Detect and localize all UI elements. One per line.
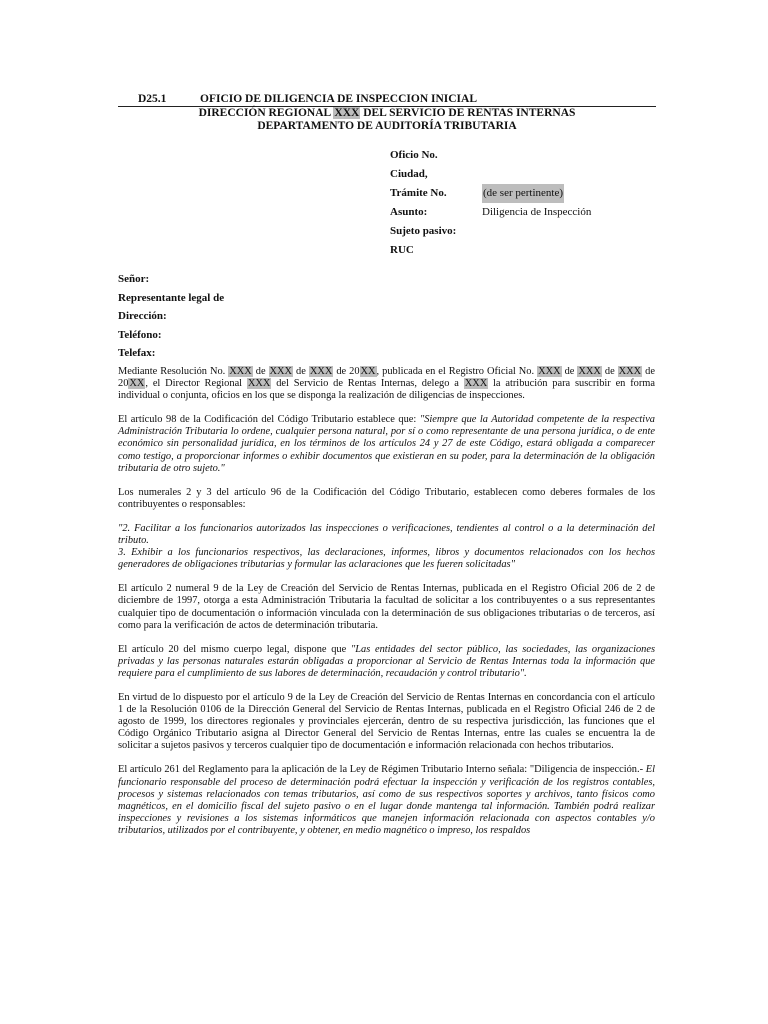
ciudad-row [390, 165, 591, 184]
asunto-value: Diligencia de Inspección [482, 206, 592, 218]
paragraph-article-20: El artículo 20 del mismo cuerpo legal, dispone que "Las entidades del sector público, las sociedades, las organizaciones privadas y las personas naturales estarán obligadas a proporcionar al Servicio de Rentas Internas toda la información que requiere para el cumplimiento de sus labores de determinación, recaudación y control tributario". [118, 643, 655, 679]
reference-block [390, 146, 591, 260]
placeholder-highlight: XXX [538, 366, 561, 377]
quote-numerals [118, 523, 655, 571]
representante-label: Representante legal de [118, 291, 225, 304]
senor-label: Señor: [118, 273, 150, 285]
sujeto-row [390, 222, 591, 241]
placeholder-highlight: XXX [578, 366, 601, 377]
tramite-label: Trámite No. [390, 187, 447, 199]
placeholder-highlight: XX [360, 366, 376, 377]
recipient-block [118, 270, 224, 363]
placeholder-highlight: XXX [334, 107, 360, 119]
placeholder-highlight: XXX [618, 366, 642, 377]
sujeto-label: Sujeto pasivo: [390, 225, 457, 237]
department-title: DEPARTAMENTO DE AUDITORÍA TRIBUTARIA [257, 120, 517, 132]
quote-article-20: "Las entidades del sector público, las sociedades, las organizaciones privadas y las personas naturales estarán obligadas a proporcionar al Servicio de Rentas Internas toda la información que requiere para el cumplimiento de sus labores de determinación, recaudación y control tributario". [118, 643, 655, 679]
ruc-row [390, 241, 591, 260]
document-body [118, 366, 655, 849]
oficio-label: Oficio No. [390, 149, 438, 161]
placeholder-highlight: XX [129, 378, 145, 390]
telefono-label: Teléfono: [118, 328, 162, 341]
form-title: OFICIO DE DILIGENCIA DE INSPECCION INICIAL [200, 93, 478, 105]
asunto-label: Asunto: [390, 206, 428, 218]
placeholder-highlight: XXX [229, 366, 252, 377]
paragraph-article-98: El artículo 98 de la Codificación del Código Tributario establece que: "Siempre que la Autoridad competente de la respectiva Administración Tributaria lo ordene, cualquier persona natural, por sí o como representante de una persona jurídica, o de ente económico sin personalidad jurídica, en los términos de los artículos 24 y 27 de este Código, estará obligada a comparecer como testigo, a proporcionar informes o exhibir documentos que existieran en su poder, para la determinación de la obligación tributaria de otro sujeto." [118, 414, 656, 474]
header-rule-row [118, 92, 656, 107]
placeholder-highlight: XXX [309, 366, 333, 377]
oficio-row [390, 146, 591, 165]
tramite-value: (de ser pertinente) [482, 184, 564, 203]
ciudad-label: Ciudad, [390, 168, 428, 180]
document-header [118, 92, 656, 133]
placeholder-highlight: XXX [247, 378, 271, 390]
tramite-row [390, 184, 591, 203]
quote-article-261: El funcionario responsable del proceso de determinación podrá efectuar la inspección y verificación de los registros contables, procesos y sistemas relacionados con temas tributarios, así como de sus respectivos soportes y archivos, tanto físicos como magnéticos, en el domicilio fiscal del sujeto pasivo o en el lugar donde mantenga tal información. También podrá realizar inspecciones y revisiones a los sistemas informáticos que manejen información relacionada con aspectos contables y/o tributarios, utilizados por el contribuyente, y obtener, en medio magnético o impreso, los respaldos [118, 764, 655, 836]
paragraph-article-96: Los numerales 2 y 3 del artículo 96 de la Codificación del Código Tributario, establecen como deberes formales de los contribuyentes o responsables: [118, 486, 655, 510]
telefax-label: Telefax: [118, 347, 156, 359]
asunto-row [390, 203, 591, 222]
quote-numeral-2: "2. Facilitar a los funcionarios autorizados las inspecciones o verificaciones, tendientes al control o a la determinación del tributo. [118, 522, 655, 547]
paragraph-article-9: En virtud de lo dispuesto por el artículo 9 de la Ley de Creación del Servicio de Rentas Internas en concordancia con el artículo 1 de la Resolución 0106 de la Dirección General del Servicio de Rentas Internas, publicada en el Registro Oficial 246 de 2 de agosto de 1999, los directores regionales y provinciales ejercerán, dentro de su respectiva jurisdicción, las funciones que el Código Orgánico Tributario asigna al Director General del Servicio de Rentas Internas, entre las cuales se encuentra la de solicitar a sujetos pasivos y terceros cualquier tipo de documentación e información relacionada con hechos tributarios. [118, 691, 655, 752]
quote-numeral-3: 3. Exhibir a los funcionarios respectivos, las declaraciones, informes, libros y documentos relacionados con los hechos generadores de obligaciones tributarias y formular las aclaraciones que les fueren solicitadas" [118, 547, 655, 571]
placeholder-highlight: XXX [464, 378, 488, 390]
quote-article-98: "Siempre que la Autoridad competente de la respectiva Administración Tributaria lo ordene, cualquier persona natural, por sí o como representante de una persona jurídica, o de ente económico sin personalidad jurídica, en los términos de los artículos 24 y 27 de este Código, estará obligada a comparecer como testigo, a proporcionar informes o exhibir documentos que existieran en su poder, para la determinación de la obligación tributaria de otro sujeto." [118, 414, 656, 474]
paragraph-article-2: El artículo 2 numeral 9 de la Ley de Creación del Servicio de Rentas Internas, publicada en el Registro Oficial 206 de 2 de diciembre de 1997, otorga a esta Administración Tributaria la facultad de solicitar a los contribuyentes o a sus representantes cualquier tipo de documentación o información vinculada con la determinación de sus obligaciones tributarias o de terceros, así como para la verificación de actos de determinación tributaria. [118, 583, 655, 631]
placeholder-highlight: XXX [269, 366, 293, 377]
paragraph-article-261: El artículo 261 del Reglamento para la aplicación de la Ley de Régimen Tributario Interno señala: "Diligencia de inspección.- El funcionario responsable del proceso de determinación podrá efectuar la inspección y verificación de los registros contables, procesos y sistemas relacionados con temas tributarios, así como de sus respectivos soportes y archivos, tanto físicos como magnéticos, en el domicilio fiscal del sujeto pasivo o en el lugar donde mantenga tal información. También podrá realizar inspecciones y revisiones a los sistemas informáticos que manejen información relacionada con aspectos contables y/o tributarios, utilizados por el contribuyente, y obtener, en medio magnético o impreso, los respaldos [118, 764, 655, 836]
document-code: D25.1 [138, 93, 167, 105]
direccion-label: Dirección: [118, 310, 167, 322]
regional-directorate-title: DIRECCIÓN REGIONAL XXX DEL SERVICIO DE RENTAS INTERNAS [198, 107, 576, 119]
ruc-label: RUC [390, 244, 414, 256]
paragraph-resolution: Mediante Resolución No. XXX de XXX de XXX de 20XX, publicada en el Registro Oficial No. XXX de XXX de XXX de 20XX, el Director Regional XXX del Servicio de Rentas Internas, delego a XXX la atribución para suscribir en forma individual o conjunta, oficios en los que se disponga la realización de diligencias de inspecciones. [118, 366, 656, 402]
